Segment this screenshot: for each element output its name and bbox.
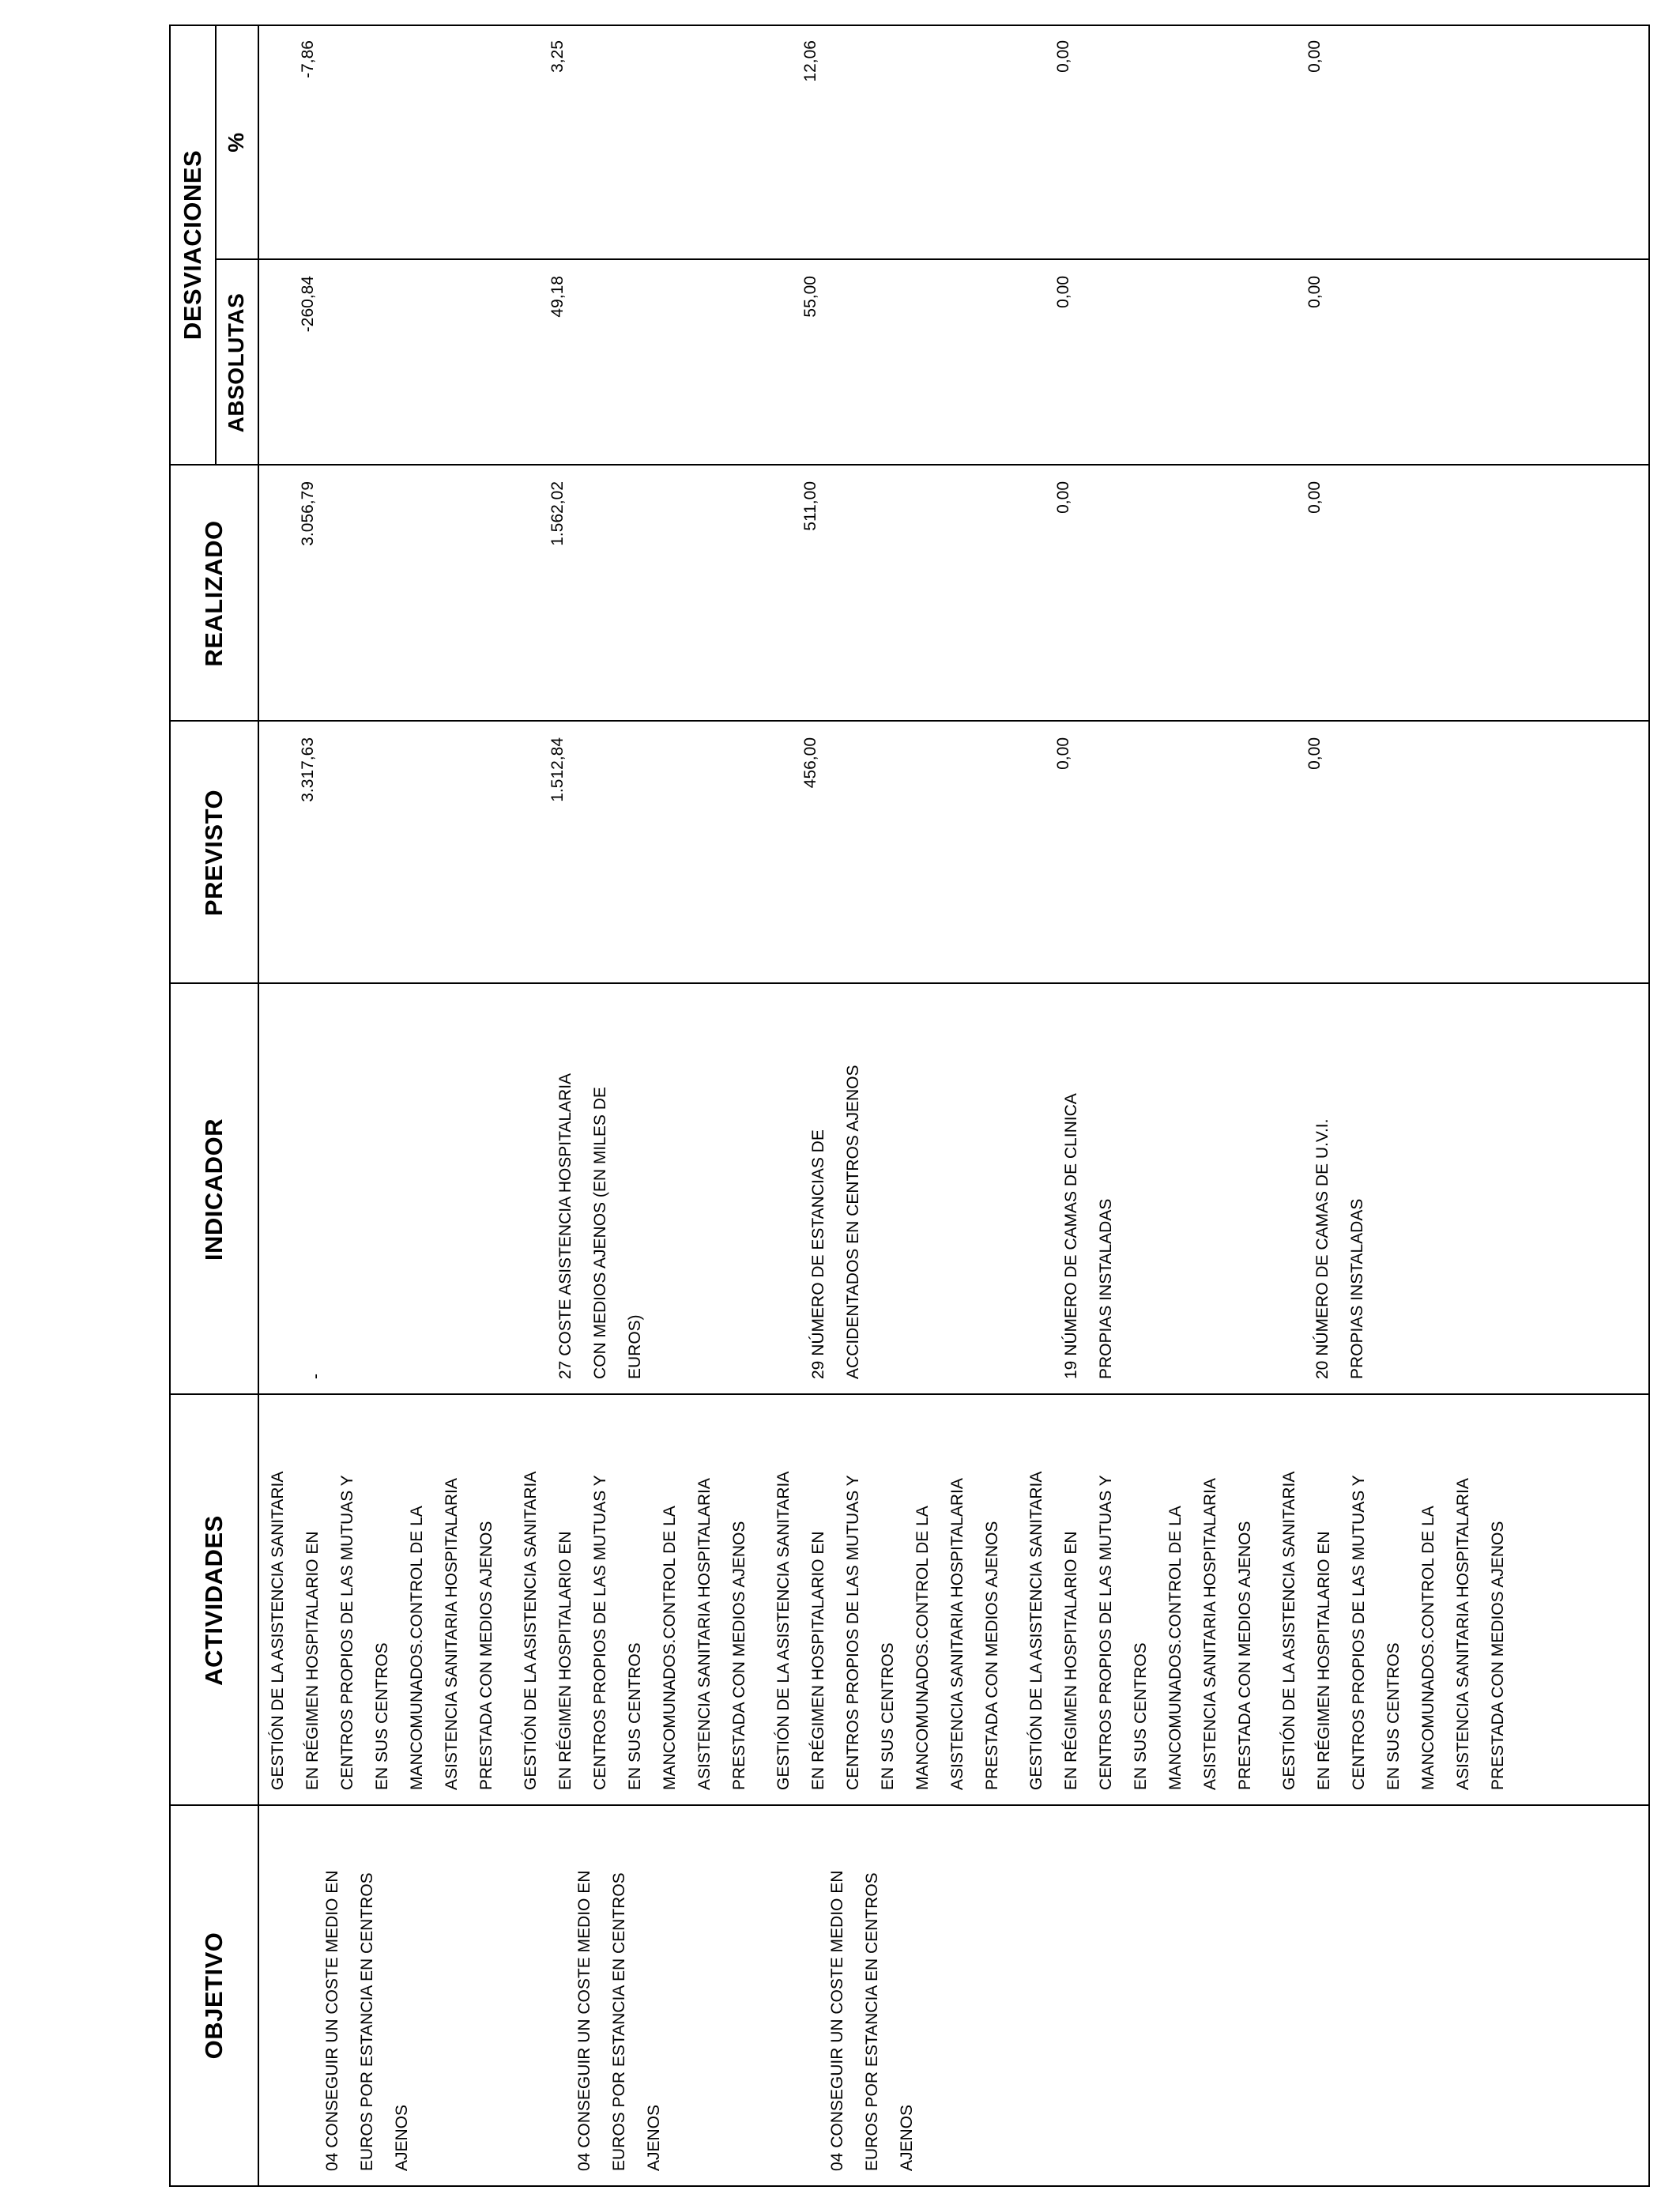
indicador-cell: 27 COSTE ASISTENCIA HOSPITALARIA CON MEDIOS AJENOS (EN MILES DE EUROS) [556,1072,644,1379]
header-objetivo: OBJETIVO [200,1932,228,2060]
absolutas-value: 0,00 [1305,276,1324,308]
header-actividades: ACTIVIDADES [200,1515,228,1686]
porcentaje-value: -7,86 [299,40,317,78]
previsto-value: 3.317,63 [299,737,317,802]
actividad-cell: GESTIÓN DE LA ASISTENCIA SANITARIA EN RÉGIMEN HOSPITALARIO EN CENTROS PROPIOS DE LAS MUTUAS Y EN SUS CENTROS MANCOMUNADOS.CONTROL DE LA ASISTENCIA SANITARIA HOSPITALARIA PRESTADA CON MEDIOS AJENOS [1280,1471,1507,1790]
previsto-value: 1.512,84 [548,737,567,802]
indicador-cell: 29 NÚMERO DE ESTANCIAS DE ACCIDENTADOS EN CENTROS AJENOS [809,1065,862,1379]
previsto-value: 0,00 [1054,737,1072,770]
previsto-value: 0,00 [1305,737,1324,770]
absolutas-value: 49,18 [548,276,567,318]
absolutas-value: 55,00 [801,276,819,318]
porcentaje-value: 0,00 [1054,40,1072,73]
actividad-cell: GESTIÓN DE LA ASISTENCIA SANITARIA EN RÉGIMEN HOSPITALARIO EN CENTROS PROPIOS DE LAS MUTUAS Y EN SUS CENTROS MANCOMUNADOS.CONTROL DE LA ASISTENCIA SANITARIA HOSPITALARIA PRESTADA CON MEDIOS AJENOS [1027,1471,1254,1790]
header-porcentaje: % [224,132,248,153]
actividad-cell: GESTIÓN DE LA ASISTENCIA SANITARIA EN RÉGIMEN HOSPITALARIO EN CENTROS PROPIOS DE LAS MUTUAS Y EN SUS CENTROS MANCOMUNADOS.CONTROL DE LA ASISTENCIA SANITARIA HOSPITALARIA PRESTADA CON MEDIOS AJENOS [522,1471,748,1790]
objetivo-cell: 04 CONSEGUIR UN COSTE MEDIO EN EUROS POR ESTANCIA EN CENTROS AJENOS [323,1870,411,2171]
header-absolutas: ABSOLUTAS [224,292,248,433]
actividad-cell: GESTIÓN DE LA ASISTENCIA SANITARIA EN RÉGIMEN HOSPITALARIO EN CENTROS PROPIOS DE LAS MUTUAS Y EN SUS CENTROS MANCOMUNADOS.CONTROL DE LA ASISTENCIA SANITARIA HOSPITALARIA PRESTADA CON MEDIOS AJENOS [774,1471,1001,1790]
realizado-value: 0,00 [1054,481,1072,514]
previsto-value: 456,00 [801,737,819,789]
header-indicador: INDICADOR [200,1118,228,1261]
realizado-value: 0,00 [1305,481,1324,514]
col-divider [171,464,1648,466]
porcentaje-value: 12,06 [801,40,819,82]
header-bottom-line [258,26,259,2185]
realizado-value: 3.056,79 [299,481,317,546]
rotated-table-page [169,25,1650,2187]
col-divider [171,720,1648,722]
header-realizado: REALIZADO [200,520,228,667]
header-previsto: PREVISTO [200,789,228,917]
col-divider [171,982,1648,984]
objetivo-cell: 04 CONSEGUIR UN COSTE MEDIO EN EUROS POR ESTANCIA EN CENTROS AJENOS [828,1870,916,2171]
header-desviaciones: DESVIACIONES [179,149,206,341]
objetivo-cell: 04 CONSEGUIR UN COSTE MEDIO EN EUROS POR ESTANCIA EN CENTROS AJENOS [575,1870,663,2171]
realizado-value: 1.562,02 [548,481,567,546]
indicador-cell: - [307,1374,325,1379]
col-divider [215,258,1648,260]
col-divider [171,1804,1648,1806]
indicador-cell: 20 NÚMERO DE CAMAS DE U.V.I. PROPIAS INSTALADAS [1313,1118,1366,1379]
actividad-cell: GESTIÓN DE LA ASISTENCIA SANITARIA EN RÉGIMEN HOSPITALARIO EN CENTROS PROPIOS DE LAS MUTUAS Y EN SUS CENTROS MANCOMUNADOS.CONTROL DE LA ASISTENCIA SANITARIA HOSPITALARIA PRESTADA CON MEDIOS AJENOS [269,1471,495,1790]
porcentaje-value: 0,00 [1305,40,1324,73]
absolutas-value: 0,00 [1054,276,1072,308]
porcentaje-value: 3,25 [548,40,567,73]
realizado-value: 511,00 [801,481,819,531]
indicador-cell: 19 NÚMERO DE CAMAS DE CLINICA PROPIAS INSTALADAS [1062,1093,1115,1379]
absolutas-value: -260,84 [299,276,317,333]
